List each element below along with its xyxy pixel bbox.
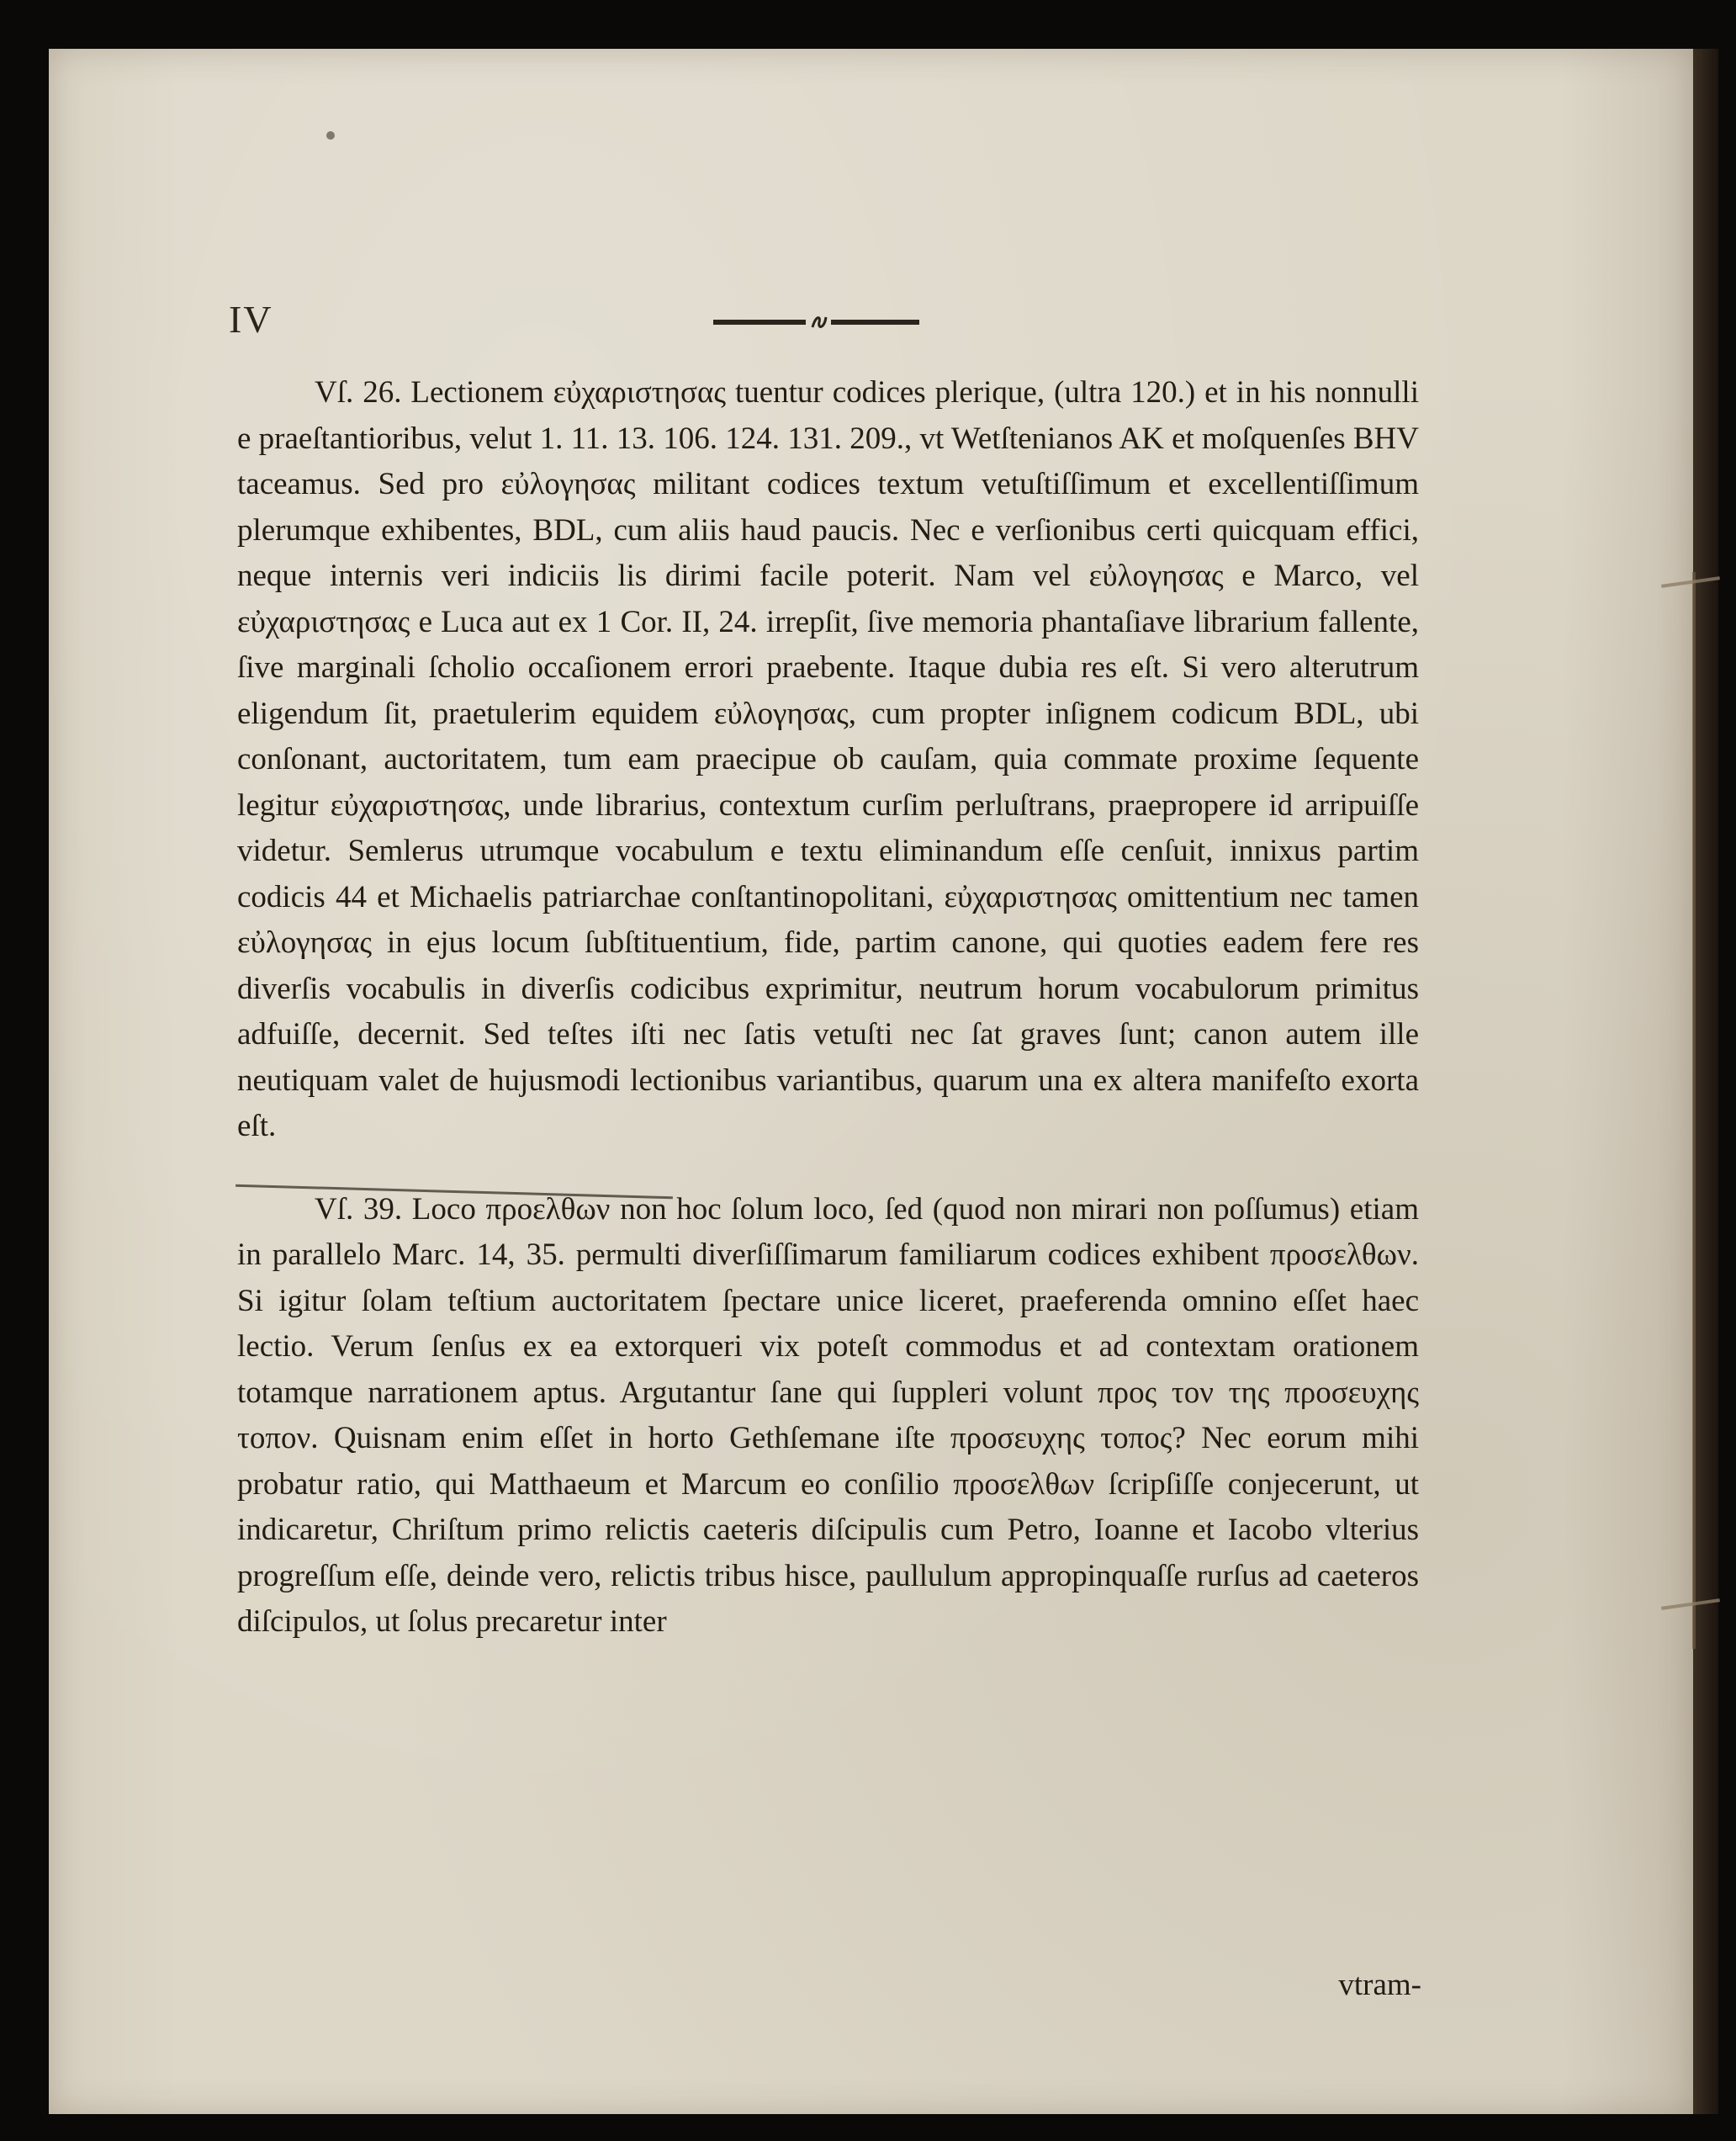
page-edge — [1693, 49, 1718, 2114]
header-ornament — [713, 315, 919, 329]
paragraph-verse-26: Vſ. 26. Lectionem εὐχαριστησας tuentur codices plerique, (ultra 120.) et in his nonnulli e praeſtantioribus, velut 1. 11. 13. 106. 124. 131. 209., vt Wetſtenianos AK et moſquenſes BHV taceamus. Sed pro εὐλογησας militant codices textum vetuſtiſſimum et excellentiſſimum plerumque exhibentes, BDL, cum aliis haud paucis. Nec e verſionibus certi quicquam effici, neque internis veri indiciis lis dirimi facile poterit. Nam vel εὐλογησας e Marco, vel εὐχαριστησας e Luca aut ex 1 Cor. II, 24. irrepſit, ſive memoria phantaſiave librarium fallente, ſive marginali ſcholio occaſionem errori praebente. Itaque dubia res eſt. Si vero alterutrum eligendum ſit, praetulerim equidem εὐλογησας, cum propter inſignem codicum BDL, ubi conſonant, auctoritatem, tum eam praecipue ob cauſam, quia commate proxime ſequente legitur εὐχαριστησας, unde librarius, contextum curſim perluſtrans, praepropere id arripuiſſe videtur. Semlerus utrumque vocabulum e textu eliminandum eſſe cenſuit, innixus partim codicis 44 et Michaelis patriarchae conſtantinopolitani, εὐχαριστησας omittentium nec tamen εὐλογησας in ejus locum ſubſtituentium, fide, partim canone, qui quoties eadem fere res diverſis vocabulis in diverſis codicibus exprimitur, neutrum horum vocabulorum primitus adfuiſſe, decernit. Sed teſtes iſti nec ſatis vetuſti nec ſat graves ſunt; canon autem ille neutiquam valet de hujusmodi lectionibus variantibus, quarum una ex altera manifeſto exorta eſt. — [237, 375, 1419, 1143]
page-number: IV — [229, 298, 273, 341]
paragraph-verse-39: Vſ. 39. Loco προελθων non hoc ſolum loco, ſed (quod non mirari non poſſumus) etiam in parallelo Marc. 14, 35. permulti diverſiſſimarum familiarum codices exhibent προσελθων. Si igitur ſolam teſtium auctoritatem ſpectare unice liceret, praeferenda omnino eſſet haec lectio. Verum ſenſus ex ea extorqueri vix poteſt commodus et ad contextam orationem totamque narrationem aptus. Argutantur ſane qui ſuppleri volunt προς τον της προσευχης τοπον. Quisnam enim eſſet in horto Gethſemane iſte προσευχης τοπος? Nec eorum mihi probatur ratio, qui Matthaeum et Marcum eo conſilio προσελθων ſcripſiſſe conjecerunt, ut indicaretur, Chriſtum primo relictis caeteris diſcipulis cum Petro, Ioanne et Iacobo vlterius progreſſum eſſe, deinde vero, relictis tribus hisce, paullulum appropinquaſſe rurſus ad caeteros diſcipulos, ut ſolus precaretur inter — [237, 1191, 1419, 1639]
binding-fold — [1692, 572, 1696, 1649]
ink-spot — [326, 131, 335, 140]
body-text — [237, 370, 1419, 1645]
catchword: vtram- — [1338, 1968, 1421, 2002]
